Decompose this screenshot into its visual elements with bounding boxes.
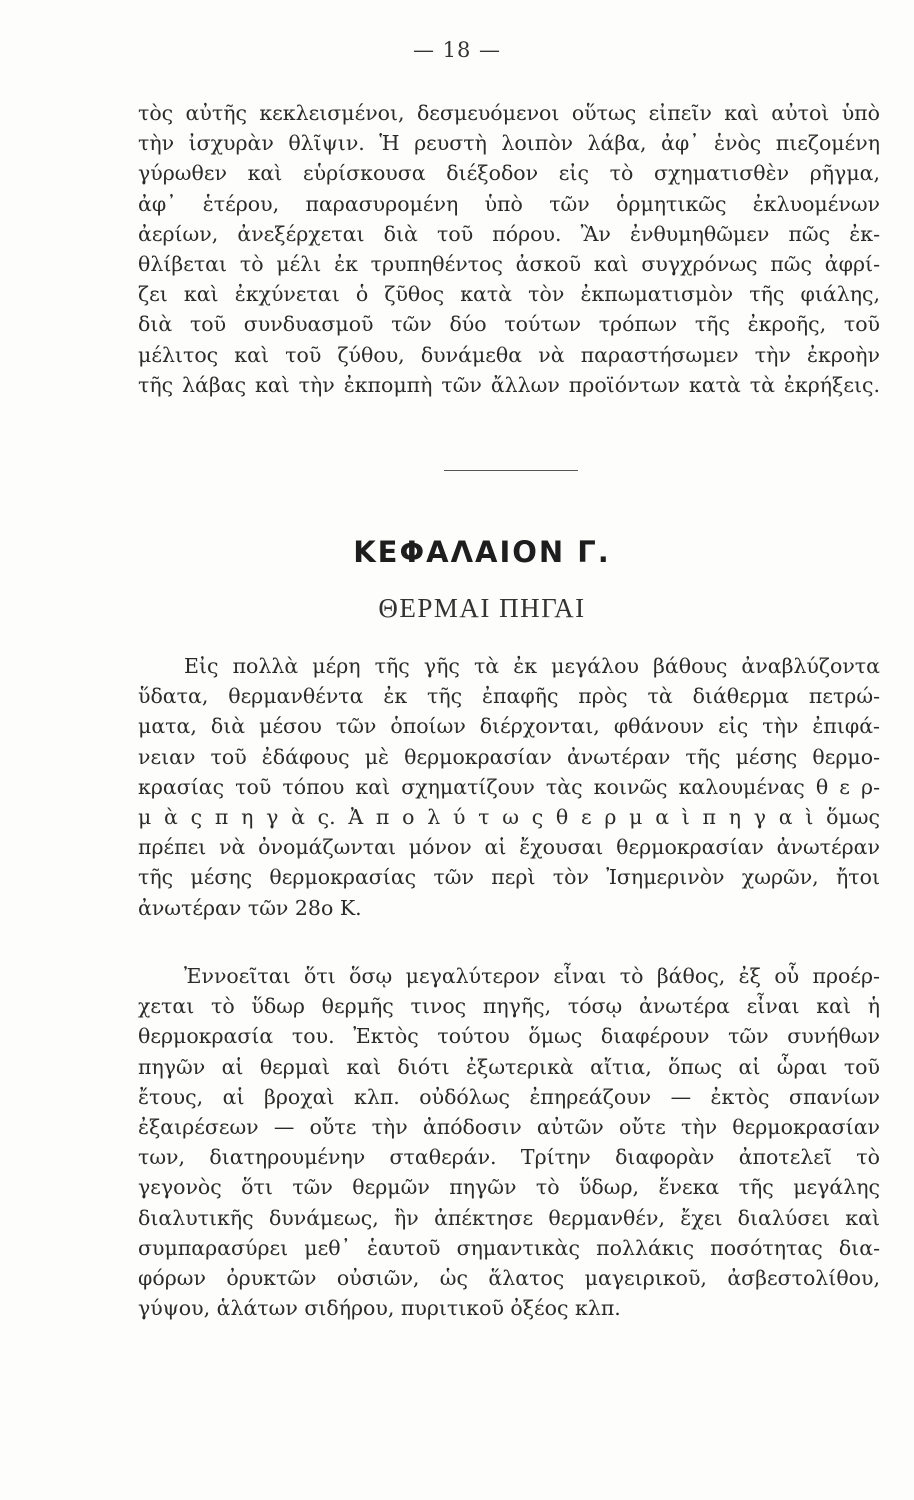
text-line: κρασίας τοῦ τόπου καὶ σχηματίζουν τὰς κοινῶς καλουμένας θ ε ρ-: [138, 774, 880, 799]
text-line: φόρων ὀρυκτῶν οὐσιῶν, ὡς ἅλατος μαγειρικοῦ, ἀσβεστολίθου,: [138, 1266, 880, 1291]
text-line: ἀερίων, ἀνεξέρχεται διὰ τοῦ πόρου. Ἂν ἐνθυμηθῶμεν πῶς ἐκ-: [138, 221, 880, 246]
chapter-heading: ΚΕΦΑΛΑΙΟΝ Γ.: [353, 535, 611, 569]
text-line: τὴν ἰσχυρὰν θλῖψιν. Ἡ ρευστὴ λοιπὸν λάβα, ἀφ᾽ ἑνὸς πιεζομένη: [138, 131, 880, 156]
text-line: διαλυτικῆς δυνάμεως, ἣν ἀπέκτησε θερμανθέν, ἔχει διαλύσει καὶ: [138, 1205, 880, 1230]
text-line: μέλιτος καὶ τοῦ ζύθου, δυνάμεθα νὰ παραστήσωμεν τὴν ἐκροὴν: [138, 342, 880, 367]
text-line: τῆς λάβας καὶ τὴν ἐκπομπὴ τῶν ἄλλων προϊόντων κατὰ τὰ ἐκρήξεις.: [138, 372, 880, 397]
text-line: ἀνωτέραν τῶν 28ο Κ.: [138, 895, 362, 920]
text-line: ζει καὶ ἐκχύνεται ὁ ζῦθος κατὰ τὸν ἐκπωματισμὸν τῆς φιάλης,: [138, 282, 880, 307]
text-line: χεται τὸ ὕδωρ θερμῆς τινος πηγῆς, τόσῳ ἀνωτέρα εἶναι καὶ ἡ: [138, 994, 880, 1019]
text-line: θερμοκρασία του. Ἐκτὸς τούτου ὅμως διαφέρουν τῶν συνήθων: [138, 1024, 880, 1049]
text-line: ὕδατα, θερμανθέντα ἐκ τῆς ἐπαφῆς πρὸς τὰ διάθερμα πετρώ-: [138, 684, 880, 709]
text-line: πηγῶν αἱ θερμαὶ καὶ διότι ἐξωτερικὰ αἴτια, ὅπως αἱ ὧραι τοῦ: [138, 1054, 880, 1079]
paragraph-lava-eruption: [138, 98, 880, 400]
text-line: Εἰς πολλὰ μέρη τῆς γῆς τὰ ἐκ μεγάλου βάθους ἀναβλύζοντα: [184, 654, 880, 678]
text-line: μ ὰ ς π η γ ὰ ς. Ἀ π ο λ ύ τ ω ς θ ε ρ μ α ὶ π η γ α ὶ ὅμως: [138, 805, 880, 830]
section-title: ΘΕΡΜΑΙ ΠΗΓΑΙ: [378, 593, 586, 623]
section-divider: [444, 470, 578, 471]
paragraph-thermal-springs-definition: [138, 651, 880, 923]
text-line: νειαν τοῦ ἐδάφους μὲ θερμοκρασίαν ἀνωτέραν τῆς μέσης θερμο-: [138, 744, 880, 769]
text-line: διὰ τοῦ συνδυασμοῦ τῶν δύο τούτων τρόπων τῆς ἐκροῆς, τοῦ: [138, 312, 880, 337]
text-line: ἀφ᾽ ἑτέρου, παρασυρομένη ὑπὸ τῶν ὁρμητικῶς ἐκλυομένων: [138, 191, 880, 216]
page-number: — 18 —: [412, 38, 502, 62]
text-line: ἐξαιρέσεων — οὔτε τὴν ἀπόδοσιν αὐτῶν οὔτε τὴν θερμοκρασίαν: [138, 1115, 880, 1140]
text-line: θλίβεται τὸ μέλι ἐκ τρυπηθέντος ἀσκοῦ καὶ συγχρόνως πῶς ἀφρί-: [138, 252, 880, 277]
text-line: γύρωθεν καὶ εὑρίσκουσα διέξοδον εἰς τὸ σχηματισθὲν ρῆγμα,: [138, 161, 880, 186]
text-line: τῆς μέσης θερμοκρασίας τῶν περὶ τὸν Ἰσημερινὸν χωρῶν, ἤτοι: [138, 865, 880, 890]
text-line: συμπαρασύρει μεθ᾽ ἑαυτοῦ σημαντικὰς πολλάκις ποσότητας δια-: [138, 1235, 880, 1260]
text-line: ματα, διὰ μέσου τῶν ὁποίων διέρχονται, φθάνουν εἰς τὴν ἐπιφά-: [138, 714, 880, 739]
paragraph-thermal-springs-properties: [138, 961, 880, 1323]
text-line: τὸς αὐτῆς κεκλεισμένοι, δεσμευόμενοι οὕτως εἰπεῖν καὶ αὐτοὶ ὑπὸ: [138, 101, 880, 125]
text-line: πρέπει νὰ ὀνομάζωνται μόνον αἱ ἔχουσαι θερμοκρασίαν ἀνωτέραν: [138, 835, 880, 860]
text-line: των, διατηρουμένην σταθεράν. Τρίτην διαφορὰν ἀποτελεῖ τὸ: [138, 1145, 880, 1170]
text-line: Ἐννοεῖται ὅτι ὅσῳ μεγαλύτερον εἶναι τὸ βάθος, ἐξ οὗ προέρ-: [184, 964, 880, 988]
text-line: ἔτους, αἱ βροχαὶ κλπ. οὐδόλως ἐπηρεάζουν — ἐκτὸς σπανίων: [138, 1084, 880, 1109]
text-line: γεγονὸς ὅτι τῶν θερμῶν πηγῶν τὸ ὕδωρ, ἕνεκα τῆς μεγάλης: [138, 1175, 880, 1200]
text-line: γύψου, ἁλάτων σιδήρου, πυριτικοῦ ὀξέος κλπ.: [138, 1296, 621, 1321]
